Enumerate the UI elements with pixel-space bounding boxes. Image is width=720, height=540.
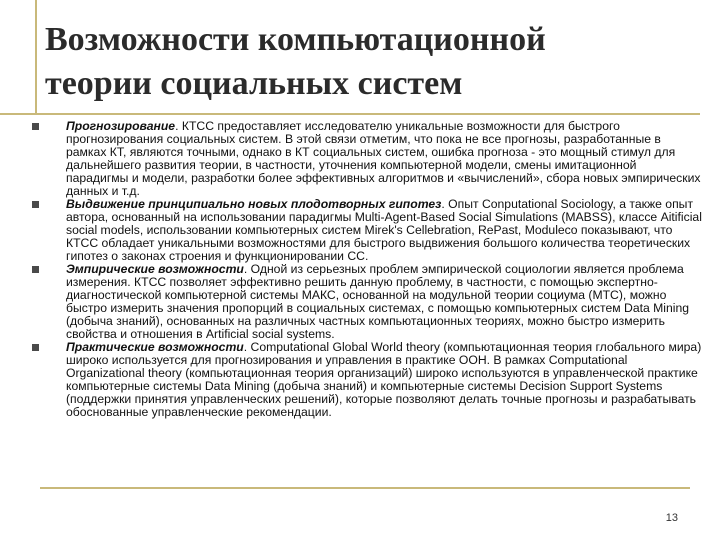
item-text: . Computational Global World theory (компьютационная теория глобального мира) широко используется для прогнозирования и управления в практике ООН. В рамках Computational Organizational theory (компьютационная теория организаций) широко используются в управленческой практике компьютерные системы Data Mining (добыча знаний) и компьютерные системы Decision Support Systems (поддержки принятия управленческих решений), которые позволяют делать точные прогнозы и разрабатывать обоснованные управленческие рекомендации. <box>66 340 702 419</box>
item-term: Эмпирические возможности <box>66 262 244 276</box>
square-bullet-icon <box>32 201 39 208</box>
bullet-list <box>30 120 702 419</box>
square-bullet-icon <box>32 123 39 130</box>
decorative-vertical-rule <box>35 0 37 115</box>
square-bullet-icon <box>32 344 39 351</box>
item-term: Прогнозирование <box>66 119 176 133</box>
item-text: . Опыт Conputational Sociology, а также опыт автора, основанный на использовании парадигмы Multi-Agent-Based Social Simulations (MABSS), классе Aitificial social models, использовании компьютерных систем Mirek's Cellebration, RePast, Moduleco показывают, что КТСС обладает уникальными возможностями для быстрого выдвижения большого количества теоретических гипотез о законах строения и функционировании СС. <box>66 197 702 263</box>
item-term: Выдвижение принципиально новых плодотворных гипотез <box>66 197 442 211</box>
list-item-forecasting <box>30 120 702 198</box>
page-number: 13 <box>665 512 678 524</box>
item-text: . Одной из серьезных проблем эмпирической социологии является проблема измерения. КТСС позволяет эффективно решить данную проблему, в частности, с помощью экспертно-диагностической компьютерной системы МАКС, основанной на модульной теории социума (МТС), можно быстро измерить значения пропорций в социальных системах, с помощью компьютерных систем Data Mining (добыча знаний), основанных на различных частных компьютационных теориях, можно быстро измерить свойства и отношения в Artificial social systems. <box>66 262 690 341</box>
slide-title-line-1: Возможности компьютационной <box>45 21 546 58</box>
item-text: . КТСС предоставляет исследователю уникальные возможности для быстрого прогнозирования социальных систем. В этой связи отметим, что пока не все прогнозы, разработанные в рамках КТ, являются точными, однако в КТ социальных систем, ошибка прогноза - это мощный стимул для дальнейшего развития теории, в частности, уточнения компьютерной модели, смены имитационной парадигмы и модели, разработки более эффективных алгоритмов и «вычислений», сбора новых эмпирических данных и т.д. <box>66 119 701 198</box>
title-underline-rule <box>0 113 700 115</box>
square-bullet-icon <box>32 266 39 273</box>
footer-rule <box>40 487 690 489</box>
item-term: Практические возможности <box>66 340 244 354</box>
list-item-hypotheses <box>30 198 702 263</box>
list-item-empirical <box>30 263 702 341</box>
list-item-practical <box>30 341 702 419</box>
slide-title <box>45 18 695 106</box>
slide-title-line-2: теории социальных систем <box>45 65 463 102</box>
